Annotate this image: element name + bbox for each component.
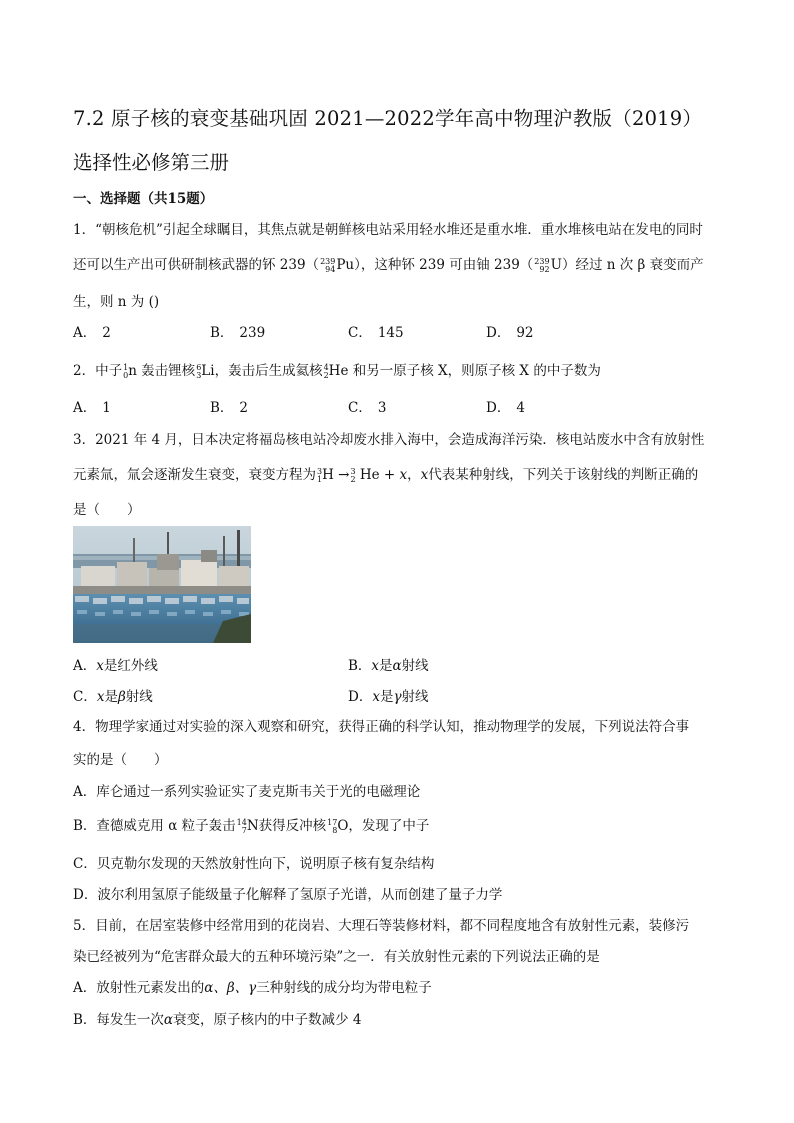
q2-stem: 2．中子 1 0 n 轰击锂核 6 3 Li，轰击后生成氦核 4 2 He 和另一原子核 X，则原子核 X 的中子数为 [73,362,601,380]
nuclear-plant-image [73,526,251,643]
q1-option-d: D． 92 [486,325,534,341]
q3-stem-line2: 元素氚，氚会逐渐发生衰变，衰变方程为 3 1 H → 3 2 He + x，x代表某种射线，下列关于该射线的判断正确的 [73,466,699,484]
q2-option-b: B． 2 [210,400,249,416]
q4-option-c: C．贝克勒尔发现的天然放射性向下，说明原子核有复杂结构 [73,856,435,872]
q5-stem-line1: 5．目前，在居室装修中经常用到的花岗岩、大理石等装修材料，都不同程度地含有放射性元素，装修污 [73,918,690,934]
q2-option-d: D． 4 [486,400,525,416]
q3-stem-line3: 是（ ） [73,502,141,518]
q3-option-d: D．x是γ射线 [348,689,429,705]
q1-option-a: A． 2 [73,325,111,341]
q5-option-b: B．每发生一次α衰变，原子核内的中子数减少 4 [73,1012,362,1028]
q2-option-c: C． 3 [348,400,387,416]
q3-option-b: B．x是α射线 [348,658,429,674]
q1-stem-line2: 还可以生产出可供研制核武器的钚 239（ 239 94 Pu），这种钚 239 可由铀 239（ 239 92 U）经过 n 次 β 衰变而产 [73,256,704,274]
q1-stem-line3: 生，则 n 为 () [73,294,160,310]
fukushima-plant-photo [73,526,251,643]
document-title-line2: 选择性必修第三册 [73,151,230,174]
q4-option-b: B．查德威克用 α 粒子轰击 14 7 N获得反冲核 17 8 O，发现了中子 [73,817,430,835]
q4-option-a: A．库仑通过一系列实验证实了麦克斯韦关于光的电磁理论 [73,784,421,800]
q4-stem-line1: 4．物理学家通过对实验的深入观察和研究，获得正确的科学认知，推动物理学的发展，下列说法符合事 [73,719,690,735]
u-nuclide-numbers: 239 92 [534,256,550,274]
q1-option-b: B． 239 [210,325,266,341]
q1-option-c: C． 145 [348,325,404,341]
document-title-line1: 7.2 原子核的衰变基础巩固 2021—2022学年高中物理沪教版（2019） [73,107,703,130]
q3-option-c: C．x是β射线 [73,689,153,705]
q4-option-d: D．波尔利用氢原子能级量子化解释了氢原子光谱，从而创建了量子力学 [73,887,503,903]
q3-stem-line1: 3．2021 年 4 月，日本决定将福岛核电站冷却废水排入海中，会造成海洋污染．核电站废水中含有放射性 [73,432,705,448]
q5-stem-line2: 染已经被列为“危害群众最大的五种环境污染”之一．有关放射性元素的下列说法正确的是 [73,949,600,965]
q1-stem-line1: 1．“朝核危机”引起全球瞩目，其焦点就是朝鲜核电站采用轻水堆还是重水堆．重水堆核电站在发电的同时 [73,222,703,238]
q4-stem-line2: 实的是（ ） [73,752,168,768]
section-heading: 一、选择题（共15题） [73,191,214,207]
q3-option-a: A．x是红外线 [73,658,158,674]
q2-option-a: A． 1 [73,400,111,416]
q5-option-a: A．放射性元素发出的α、β、γ三种射线的成分均为带电粒子 [73,980,432,996]
pu-nuclide-numbers: 239 94 [320,256,336,274]
